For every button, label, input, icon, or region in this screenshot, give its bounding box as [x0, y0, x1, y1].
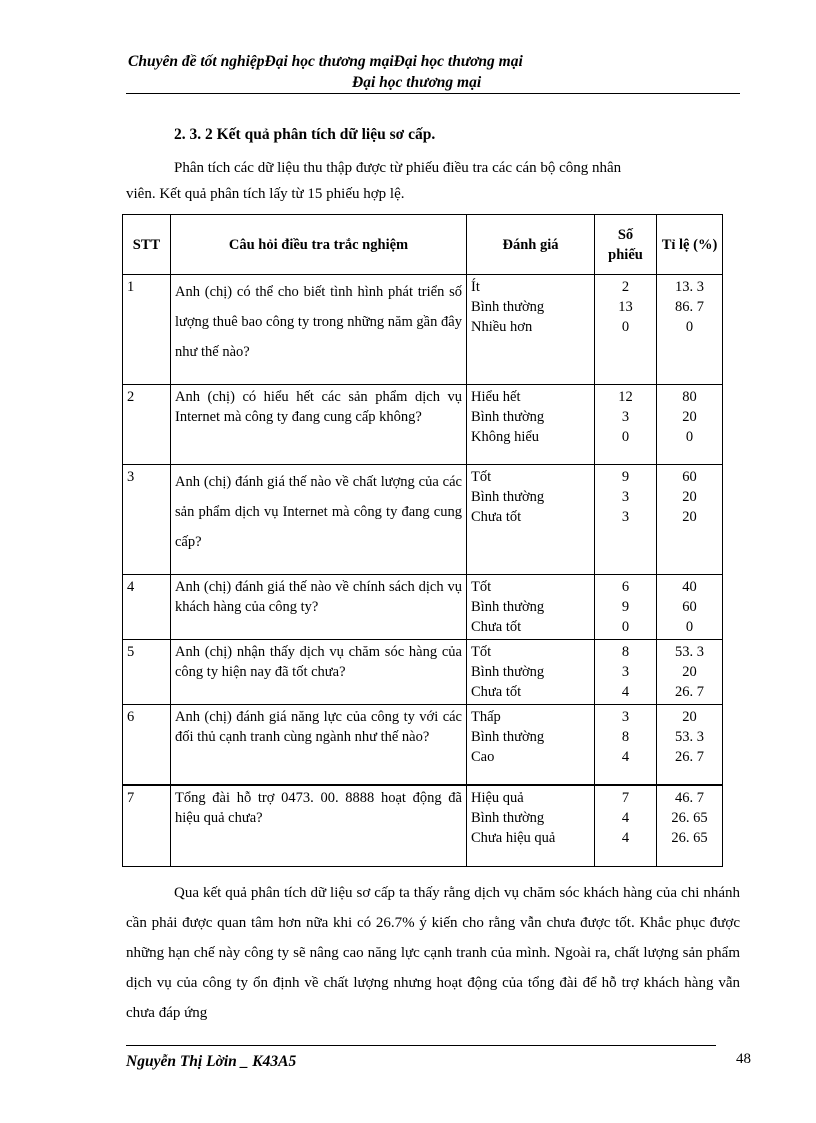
table-row — [123, 640, 723, 705]
row-stt: 3 — [123, 465, 171, 575]
row-options: Hiểu hết Bình thường Không hiểu — [467, 385, 595, 465]
row-stt: 2 — [123, 385, 171, 465]
row-counts: 12 3 0 — [595, 385, 657, 465]
header-stt: STT — [123, 215, 171, 275]
row-stt: 5 — [123, 640, 171, 705]
table-row — [123, 385, 723, 465]
table-row — [123, 575, 723, 640]
header-line-2: Đại học thương mại — [352, 74, 482, 91]
table-row — [123, 705, 723, 785]
row-question: Anh (chị) có thể cho biết tình hình phát triển số lượng thuê bao công ty trong những năm gần đây như thế nào? — [171, 275, 467, 385]
header-count: Số phiếu — [595, 215, 657, 275]
row-percents: 80 20 0 — [657, 385, 723, 465]
intro-line-2: viên. Kết quả phân tích lấy từ 15 phiếu hợp lệ. — [126, 186, 405, 202]
row-question: Anh (chị) nhận thấy dịch vụ chăm sóc hàng của công ty hiện nay đã tốt chưa? — [171, 640, 467, 705]
page-number: 48 — [736, 1051, 751, 1067]
section-title: 2. 3. 2 Kết quả phân tích dữ liệu sơ cấp. — [174, 126, 436, 143]
row-question: Anh (chị) đánh giá thế nào về chất lượng của các sản phẩm dịch vụ Internet mà công ty đang cung cấp? — [171, 465, 467, 575]
row-counts: 8 3 4 — [595, 640, 657, 705]
row-percents: 40 60 0 — [657, 575, 723, 640]
row-question: Anh (chị) đánh giá thế nào về chính sách dịch vụ khách hàng của công ty? — [171, 575, 467, 640]
row-question: Anh (chị) có hiểu hết các sản phẩm dịch vụ Internet mà công ty đang cung cấp không? — [171, 385, 467, 465]
intro-line-1: Phân tích các dữ liệu thu thập được từ phiếu điều tra các cán bộ công nhân — [174, 160, 622, 176]
row-percents: 46. 7 26. 65 26. 65 — [657, 785, 723, 867]
header-divider — [126, 93, 740, 94]
intro-paragraph — [126, 155, 740, 207]
row-options: Hiệu quả Bình thường Chưa hiệu quả — [467, 785, 595, 867]
row-options: Ít Bình thường Nhiều hơn — [467, 275, 595, 385]
conclusion-text: Qua kết quả phân tích dữ liệu sơ cấp ta thấy rằng dịch vụ chăm sóc khách hàng của chi nhánh cần phải được quan tâm hơn nữa khi có 26.7% ý kiến cho rằng vẫn chưa được tốt. Khắc phục được những hạn chế này công ty sẽ nâng cao năng lực cạnh tranh của mình. Ngoài ra, chất lượng sản phẩm dịch vụ của công ty ổn định về chất lượng nhưng hoạt động của tổng đài để hỗ trợ khách hàng vẫn chưa đáp ứng — [126, 885, 740, 1021]
row-percents: 53. 3 20 26. 7 — [657, 640, 723, 705]
row-counts: 2 13 0 — [595, 275, 657, 385]
row-percents: 13. 3 86. 7 0 — [657, 275, 723, 385]
header-question: Câu hỏi điều tra trắc nghiệm — [171, 215, 467, 275]
row-stt: 7 — [123, 785, 171, 867]
row-stt: 4 — [123, 575, 171, 640]
row-question: Anh (chị) đánh giá năng lực của công ty với các đối thủ cạnh tranh cùng ngành như thế nào? — [171, 705, 467, 785]
footer-author: Nguyễn Thị Lờin _ K43A5 — [126, 1053, 297, 1070]
row-counts: 3 8 4 — [595, 705, 657, 785]
row-percents: 20 53. 3 26. 7 — [657, 705, 723, 785]
row-options: Tốt Bình thường Chưa tốt — [467, 640, 595, 705]
row-question: Tổng đài hỗ trợ 0473. 00. 8888 hoạt động đã hiệu quả chưa? — [171, 785, 467, 867]
table-row — [123, 275, 723, 385]
header-evaluation: Đánh giá — [467, 215, 595, 275]
row-options: Thấp Bình thường Cao — [467, 705, 595, 785]
row-counts: 9 3 3 — [595, 465, 657, 575]
row-options: Tốt Bình thường Chưa tốt — [467, 465, 595, 575]
row-percents: 60 20 20 — [657, 465, 723, 575]
header-percent: Tỉ lệ (%) — [657, 215, 723, 275]
row-stt: 1 — [123, 275, 171, 385]
footer-divider — [126, 1045, 716, 1046]
row-counts: 7 4 4 — [595, 785, 657, 867]
row-counts: 6 9 0 — [595, 575, 657, 640]
survey-results-table — [122, 214, 723, 867]
header-line-1: Chuyên đề tốt nghiệpĐại học thương mạiĐại học thương mại — [128, 53, 523, 70]
conclusion-paragraph — [126, 878, 740, 1028]
table-row — [123, 785, 723, 867]
table-row — [123, 465, 723, 575]
row-options: Tốt Bình thường Chưa tốt — [467, 575, 595, 640]
row-stt: 6 — [123, 705, 171, 785]
